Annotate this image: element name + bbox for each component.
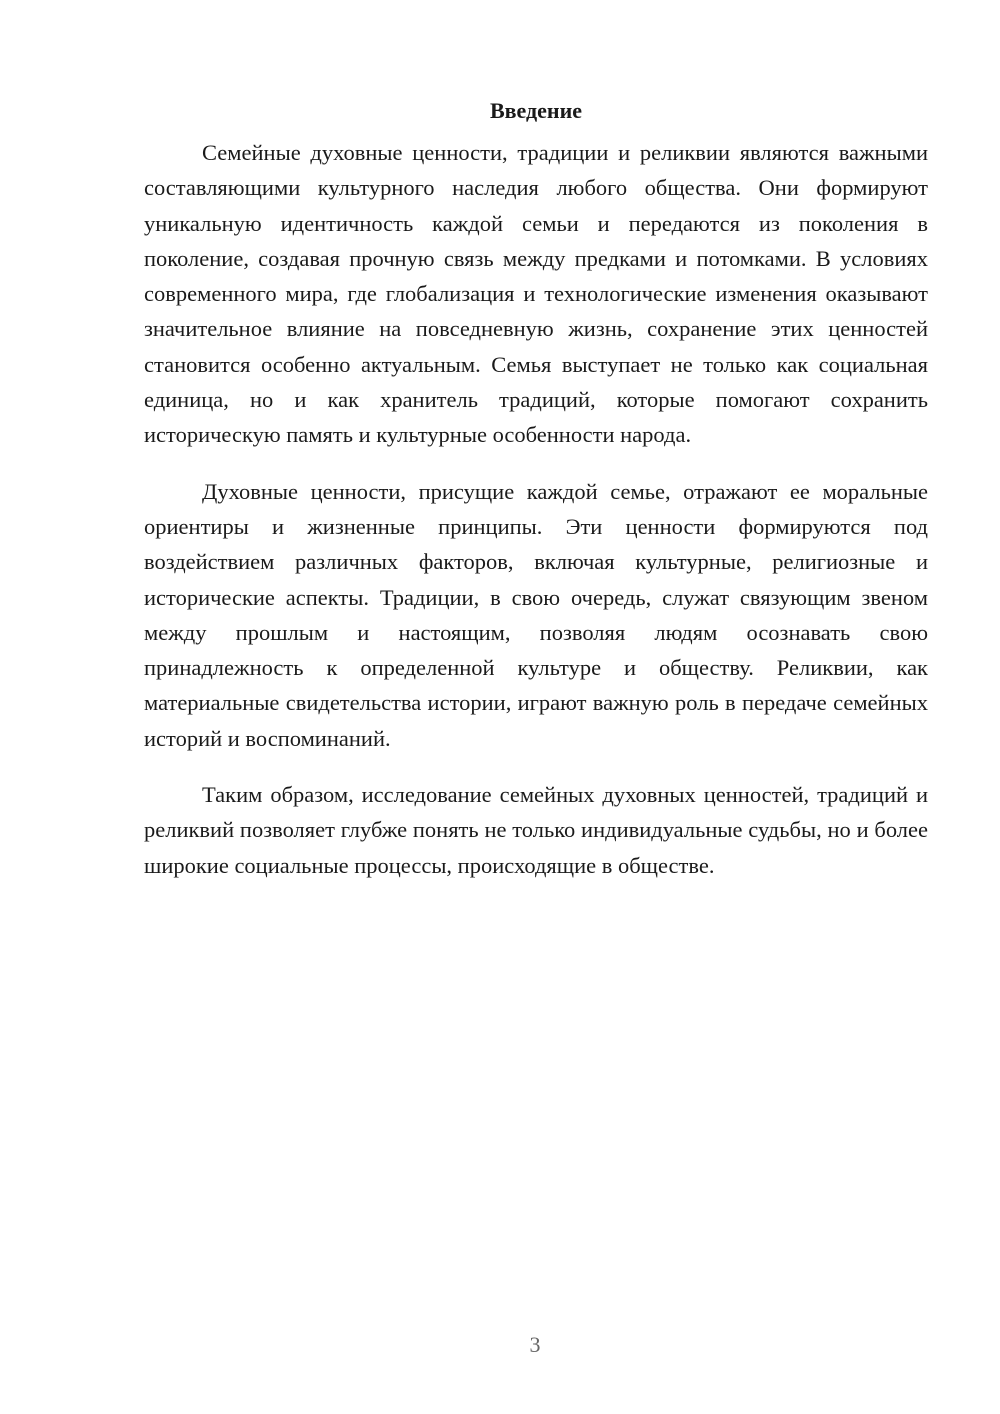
section-heading: Введение: [489, 98, 583, 123]
page-number: 3: [529, 1332, 541, 1357]
paragraph-3: Таким образом, исследование семейных духовных ценностей, традиций и реликвий позволяет глубже понять не только индивидуальные судьбы, но и более широкие социальные процессы, происходящие в обществе.: [144, 782, 928, 878]
paragraph-2: Духовные ценности, присущие каждой семье, отражают ее моральные ориентиры и жизненные принципы. Эти ценности формируются под воздействием различных факторов, включая культурные, религиозные и исторические аспекты. Традиции, в свою очередь, служат связующим звеном между прошлым и настоящим, позволяя людям осознавать свою принадлежность к определенной культуре и обществу. Реликвии, как материальные свидетельства истории, играют важную роль в передаче семейных историй и воспоминаний.: [144, 478, 928, 751]
paragraph-1: Семейные духовные ценности, традиции и реликвии являются важными составляющими культурного наследия любого общества. Они формируют уникальную идентичность каждой семьи и передаются из поколения в поколение, создавая прочную связь между предками и потомками. В условиях современного мира, где глобализация и технологические изменения оказывают значительное влияние на повседневную жизнь, сохранение этих ценностей становится особенно актуальным. Семья выступает не только как социальная единица, но и как хранитель традиций, которые помогают сохранить историческую память и культурные особенности народа.: [144, 140, 928, 448]
page-content: [144, 94, 928, 904]
